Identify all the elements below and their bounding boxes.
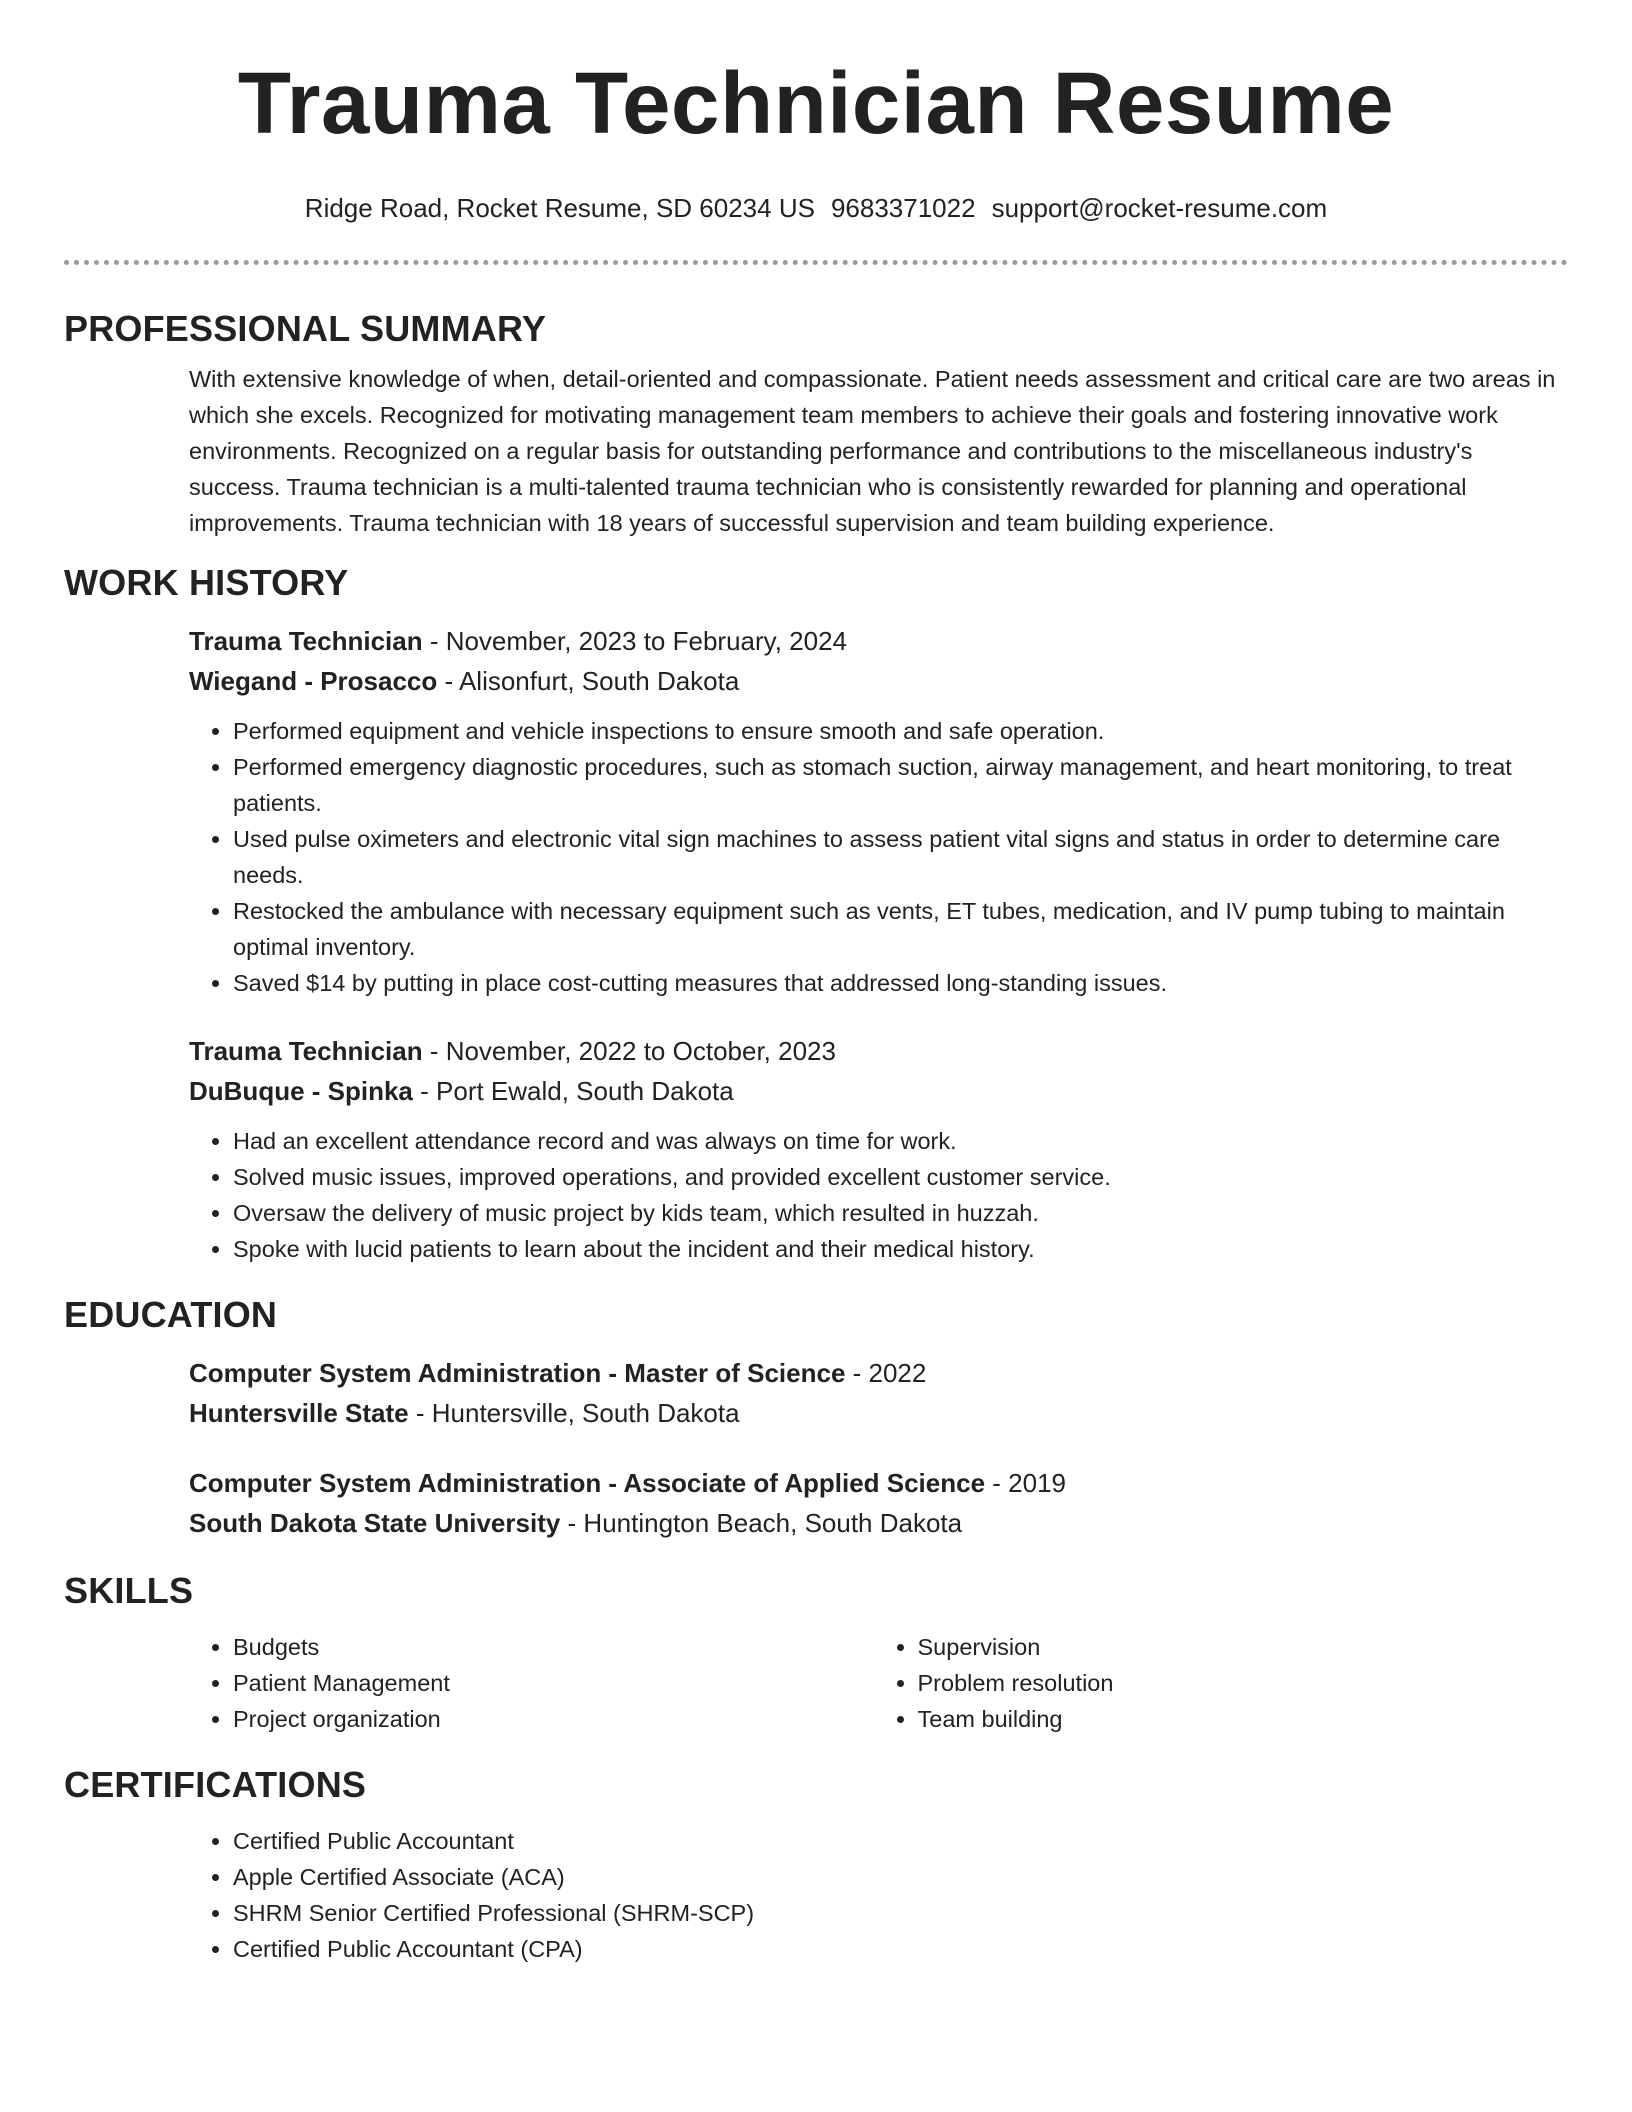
section-heading-certifications: CERTIFICATIONS <box>64 1764 367 1805</box>
certification-item: • Certified Public Accountant (CPA) <box>233 1931 1558 1967</box>
job-bullets <box>189 1123 1558 1267</box>
certification-item: • Apple Certified Associate (ACA) <box>233 1859 1558 1895</box>
job-company: DuBuque - Spinka <box>189 1076 413 1106</box>
education-school: Huntersville State <box>189 1398 409 1428</box>
education-school-line <box>189 1503 1558 1543</box>
list-item: • Solved music issues, improved operations, and provided excellent customer service. <box>233 1159 1558 1195</box>
education-location: - Huntington Beach, South Dakota <box>560 1508 963 1538</box>
summary-text: With extensive knowledge of when, detail-oriented and compassionate. Patient needs assessment and critical care are two areas in which she excels. Recognized for motivating management team members to achieve their goals and fostering innovative work environments. Recognized on a regular basis for outstanding performance and contributions to the miscellaneous industry's success. Trauma technician is a multi-talented trauma technician who is consistently rewarded for planning and operational improvements. Trauma technician with 18 years of successful supervision and team building experience. <box>189 366 1556 536</box>
education-year: - 2022 <box>845 1358 927 1388</box>
certification-item: • Certified Public Accountant <box>233 1823 1558 1859</box>
skills-grid <box>189 1629 1558 1737</box>
job-bullets <box>189 713 1558 1001</box>
contact-email: support@rocket-resume.com <box>991 193 1328 223</box>
contact-line <box>64 154 1568 226</box>
education-entry <box>189 1463 1558 1543</box>
list-item: • Saved $14 by putting in place cost-cutting measures that addressed long-standing issues. <box>233 965 1558 1001</box>
education-degree-line <box>189 1353 1558 1393</box>
education-school-line <box>189 1393 1558 1433</box>
skill-item: • Problem resolution <box>918 1665 1559 1701</box>
education-degree: Computer System Administration - Associate of Applied Science <box>189 1468 986 1498</box>
section-heading-work: WORK HISTORY <box>64 562 349 603</box>
job-location: - Alisonfurt, South Dakota <box>437 666 740 696</box>
skill-item: • Team building <box>918 1701 1559 1737</box>
section-heading-skills: SKILLS <box>64 1570 194 1611</box>
header-divider <box>64 260 1568 265</box>
list-item: • Performed emergency diagnostic procedures, such as stomach suction, airway management, and heart monitoring, to treat patients. <box>233 749 1558 821</box>
certifications-list <box>189 1823 1558 1967</box>
job-title: Trauma Technician <box>189 626 423 656</box>
education-entry <box>189 1353 1558 1433</box>
job-title-line <box>189 1031 1558 1071</box>
resume-title: Trauma Technician Resume <box>237 55 1395 152</box>
section-heading-summary: PROFESSIONAL SUMMARY <box>64 308 547 349</box>
skills-body <box>64 1629 1568 1737</box>
job-company-line <box>189 661 1558 701</box>
education-year: - 2019 <box>985 1468 1066 1498</box>
skill-item: • Project organization <box>233 1701 874 1737</box>
skills-list-left <box>189 1629 874 1737</box>
job-company-line <box>189 1071 1558 1111</box>
contact-address: Ridge Road, Rocket Resume, SD 60234 US <box>304 193 815 223</box>
skills-list-right <box>874 1629 1559 1737</box>
job-dates: - November, 2023 to February, 2024 <box>422 626 848 656</box>
education-body <box>64 1353 1568 1543</box>
list-item: • Had an excellent attendance record and was always on time for work. <box>233 1123 1558 1159</box>
education-degree: Computer System Administration - Master of Science <box>189 1358 846 1388</box>
job-dates: - November, 2022 to October, 2023 <box>422 1036 836 1066</box>
job-company: Wiegand - Prosacco <box>189 666 438 696</box>
job-title: Trauma Technician <box>189 1036 423 1066</box>
contact-phone: 9683371022 <box>830 193 976 223</box>
education-school: South Dakota State University <box>189 1508 561 1538</box>
job-location: - Port Ewald, South Dakota <box>412 1076 734 1106</box>
job-entry <box>189 1031 1558 1267</box>
list-item: • Restocked the ambulance with necessary equipment such as vents, ET tubes, medication, and IV pump tubing to maintain optimal inventory. <box>233 893 1558 965</box>
list-item: • Used pulse oximeters and electronic vital sign machines to assess patient vital signs and status in order to determine care needs. <box>233 821 1558 893</box>
skill-item: • Budgets <box>233 1629 874 1665</box>
summary-body <box>64 361 1568 541</box>
education-location: - Huntersville, South Dakota <box>408 1398 740 1428</box>
certifications-body <box>64 1823 1568 1967</box>
certification-item: • SHRM Senior Certified Professional (SHRM-SCP) <box>233 1895 1558 1931</box>
skill-item: • Supervision <box>918 1629 1559 1665</box>
education-degree-line <box>189 1463 1558 1503</box>
section-heading-education: EDUCATION <box>64 1294 278 1335</box>
skill-item: • Patient Management <box>233 1665 874 1701</box>
job-entry <box>189 621 1558 1001</box>
list-item: • Performed equipment and vehicle inspections to ensure smooth and safe operation. <box>233 713 1558 749</box>
list-item: • Oversaw the delivery of music project by kids team, which resulted in huzzah. <box>233 1195 1558 1231</box>
work-body <box>64 621 1568 1267</box>
list-item: • Spoke with lucid patients to learn about the incident and their medical history. <box>233 1231 1558 1267</box>
job-title-line <box>189 621 1558 661</box>
